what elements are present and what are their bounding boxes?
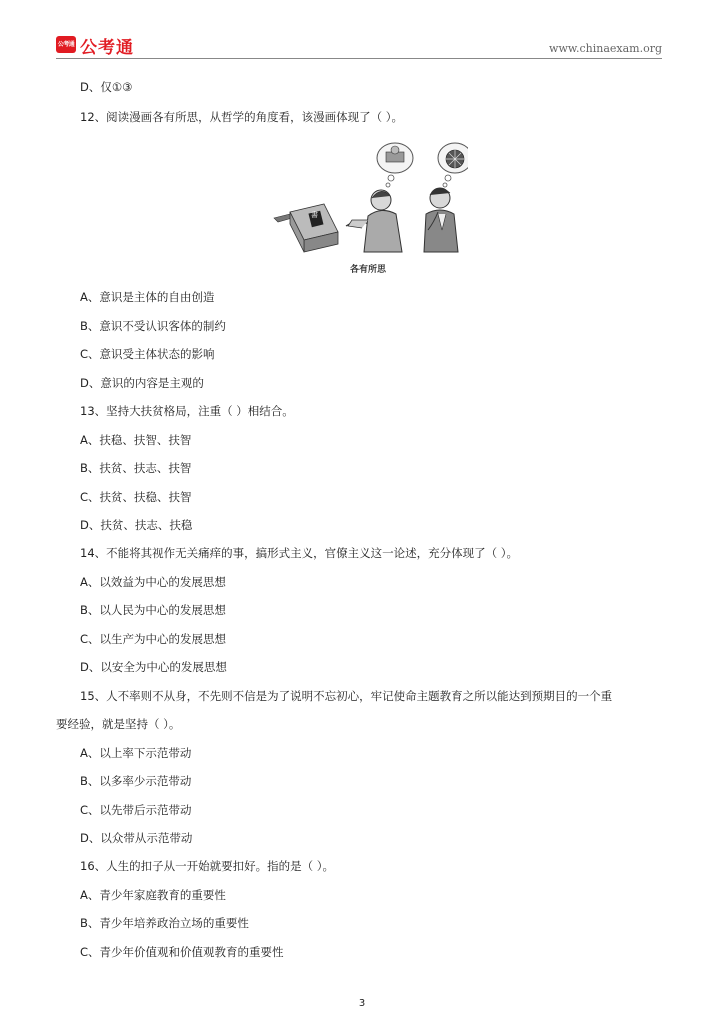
option-line: C、扶贫、扶稳、扶智 — [80, 490, 192, 504]
option-line: A、青少年家庭教育的重要性 — [80, 888, 226, 902]
option-line: A、意识是主体的自由创造 — [80, 290, 215, 304]
option-line: D、以安全为中心的发展思想 — [80, 660, 227, 674]
header-divider — [56, 58, 662, 59]
site-url[interactable]: www.chinaexam.org — [549, 42, 662, 55]
option-line: D、扶贫、扶志、扶稳 — [80, 518, 193, 532]
page-header — [56, 34, 662, 58]
option-line: D、意识的内容是主观的 — [80, 376, 204, 390]
option-line: C、以生产为中心的发展思想 — [80, 632, 227, 646]
option-line: B、以人民为中心的发展思想 — [80, 603, 226, 617]
option-line: B、意识不受认识客体的制约 — [80, 319, 226, 333]
option-line: D、仅①③ — [80, 80, 133, 94]
comic-illustration — [268, 140, 468, 278]
option-line: C、青少年价值观和价值观教育的重要性 — [80, 945, 284, 959]
option-line: D、以众带从示范带动 — [80, 831, 193, 845]
logo-badge: 公考通 — [56, 36, 76, 53]
question-line: 15、人不率则不从身，不先则不信是为了说明不忘初心，牢记使命主题教育之所以能达到预期目的一个重 — [80, 689, 613, 703]
question-line: 16、人生的扣子从一开始就要扣好。指的是（ ）。 — [80, 859, 335, 873]
book-mark-text: 書 — [311, 211, 318, 219]
question-line: 12、阅读漫画各有所思，从哲学的角度看，该漫画体现了（ ）。 — [80, 110, 404, 124]
comic-caption: 各有所思 — [349, 265, 386, 275]
page-number: 3 — [358, 998, 366, 1009]
logo-text: 公考通 — [80, 38, 134, 58]
question-line: 13、坚持大扶贫格局，注重（ ）相结合。 — [80, 404, 294, 418]
option-line: B、扶贫、扶志、扶智 — [80, 461, 192, 475]
option-line: A、扶稳、扶智、扶智 — [80, 433, 192, 447]
question-line: 14、不能将其视作无关痛痒的事，搞形式主义，官僚主义这一论述，充分体现了（ ）。 — [80, 546, 519, 560]
question-line-continued: 要经验，就是坚持（ ）。 — [56, 717, 181, 731]
comic-drawing — [268, 140, 468, 260]
option-line: A、以效益为中心的发展思想 — [80, 575, 226, 589]
option-line: C、意识受主体状态的影响 — [80, 347, 215, 361]
option-line: B、青少年培养政治立场的重要性 — [80, 916, 249, 930]
option-line: B、以多率少示范带动 — [80, 774, 192, 788]
option-line: C、以先带后示范带动 — [80, 803, 192, 817]
option-line: A、以上率下示范带动 — [80, 746, 192, 760]
